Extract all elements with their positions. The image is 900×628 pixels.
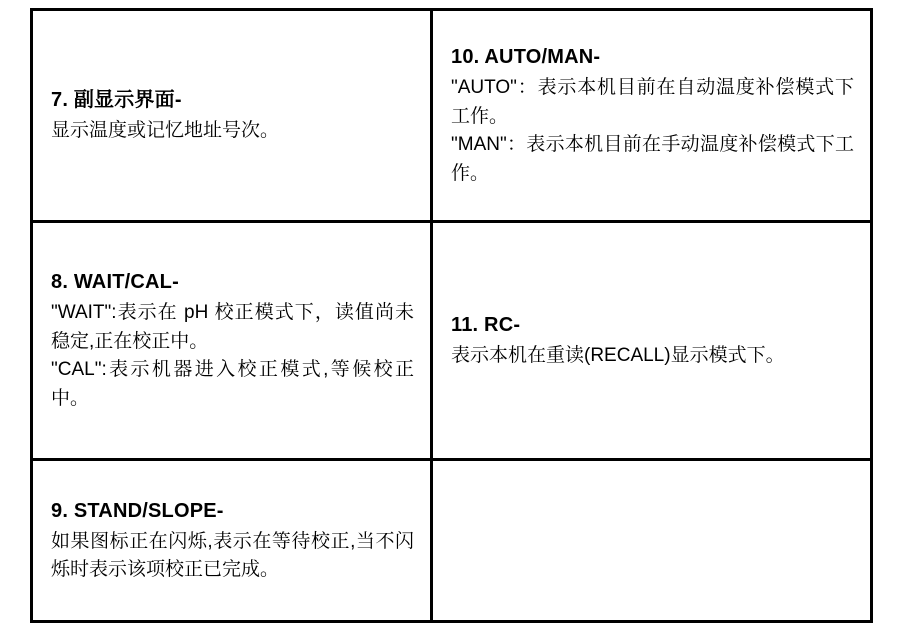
item-7-line-1: 显示温度或记忆地址号次。 bbox=[51, 119, 280, 141]
table-row bbox=[32, 460, 872, 622]
item-10-heading: 10. AUTO/MAN- bbox=[451, 46, 601, 68]
table-row bbox=[32, 222, 872, 460]
item-10-line-2: "MAN"：表示本机目前在手动温度补偿模式下工作。 bbox=[451, 134, 854, 184]
table-cell-item-9 bbox=[32, 460, 432, 622]
table-row bbox=[32, 10, 872, 222]
item-11-line-1: 表示本机在重读(RECALL)显示模式下。 bbox=[451, 344, 785, 366]
item-9-heading: 9. STAND/SLOPE- bbox=[51, 499, 224, 522]
item-10-line-1: "AUTO"：表示本机目前在自动温度补偿模式下工作。 bbox=[451, 77, 854, 127]
item-11-heading: 11. RC- bbox=[451, 313, 521, 336]
table-cell-item-10 bbox=[432, 10, 872, 222]
specification-table bbox=[30, 8, 873, 623]
item-8-line-2: "CAL":表示机器进入校正模式,等候校正中。 bbox=[51, 359, 414, 409]
table-cell-empty bbox=[432, 460, 872, 622]
item-8-heading: 8. WAIT/CAL- bbox=[51, 271, 179, 293]
table-cell-item-8 bbox=[32, 222, 432, 460]
table-cell-item-11 bbox=[432, 222, 872, 460]
table-cell-item-7 bbox=[32, 10, 432, 222]
item-9-line-1: 如果图标正在闪烁,表示在等待校正,当不闪烁时表示该项校正已完成。 bbox=[51, 530, 414, 580]
item-8-line-1: "WAIT":表示在 pH 校正模式下，读值尚未稳定,正在校正中。 bbox=[51, 302, 414, 352]
item-7-heading: 7. 副显示界面- bbox=[51, 88, 182, 111]
